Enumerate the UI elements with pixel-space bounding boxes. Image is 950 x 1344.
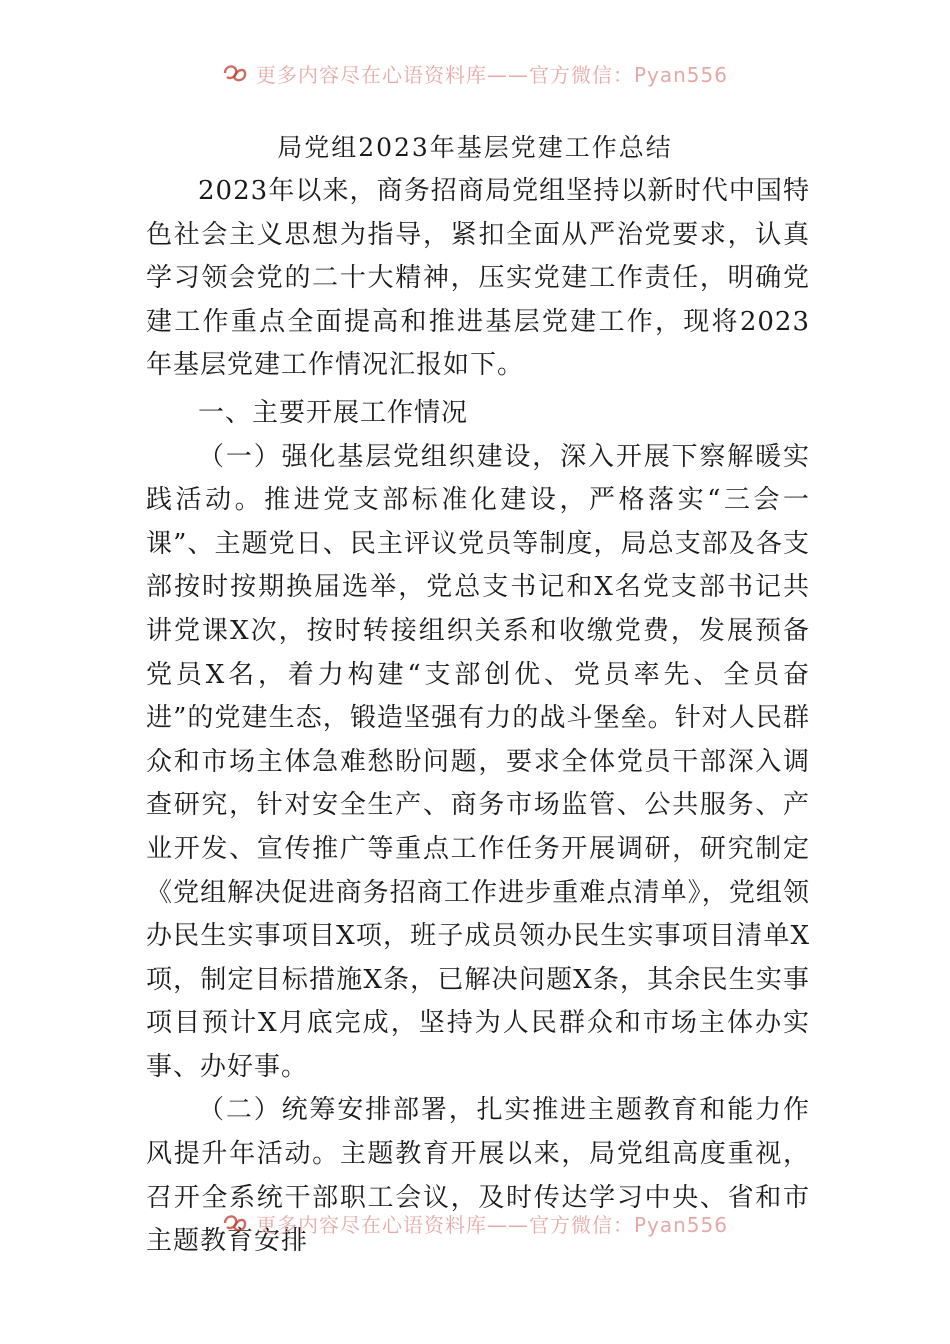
watermark-text: 更多内容尽在心语资料库——官方微信：Pyan556	[255, 62, 728, 87]
paragraph-section-2: （二）统筹安排部署，扎实推进主题教育和能力作风提升年活动。主题教育开展以来，局党组高度重视，召开全系统干部职工会议，及时传达学习中央、省和市主题教育安排	[146, 1095, 810, 1257]
watermark-text: 更多内容尽在心语资料库——官方微信：Pyan556	[255, 1212, 728, 1237]
watermark-logo-icon	[222, 62, 248, 84]
section-heading: 一、主要开展工作情况	[198, 397, 469, 428]
watermark-footer	[0, 1206, 950, 1240]
watermark-logo-icon	[222, 1212, 248, 1234]
paragraph-intro: 2023年以来，商务招商局党组坚持以新时代中国特色社会主义思想为指导，紧扣全面从严治党要求，认真学习领会党的二十大精神，压实党建工作责任，明确党建工作重点全面提高和推进基层党建工作，现将2023年基层党建工作情况汇报如下。	[146, 176, 810, 381]
watermark-header	[0, 56, 950, 90]
paragraph-section-1: （一）强化基层党组织建设，深入开展下察解暖实践活动。推进党支部标准化建设，严格落实“三会一课”、主题党日、民主评议党员等制度，局总支部及各支部按时按期换届选举，党总支书记和X名党支部书记共讲党课X次，按时转接组织关系和收缴党费，发展预备党员X名，着力构建“支部创优、党员率先、全员奋进”的党建生态，锻造坚强有力的战斗堡垒。针对人民群众和市场主体急难愁盼问题，要求全体党员干部深入调查研究，针对安全生产、商务市场监管、公共服务、产业开发、宣传推广等重点工作任务开展调研，研究制定《党组解决促进商务招商工作进步重难点清单》，党组领办民生实事项目X项，班子成员领办民生实事项目清单X项，制定目标措施X条，已解决问题X条，其余民生实事项目预计X月底完成，坚持为人民群众和市场主体办实事、办好事。	[146, 441, 810, 1082]
document-body	[146, 170, 810, 1264]
document-title: 局党组2023年基层党建工作总结	[277, 133, 673, 162]
